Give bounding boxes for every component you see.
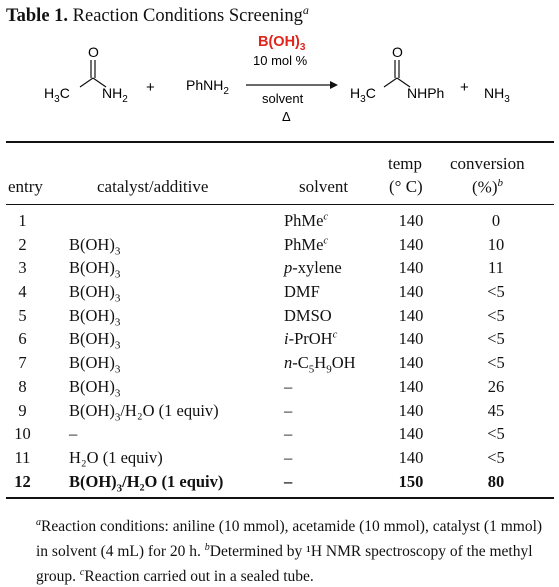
- catalyst-label: $B(OH)_3$: [258, 34, 306, 53]
- table-footnotes: [6, 512, 554, 587]
- cell-solvent: DMF: [284, 282, 320, 302]
- header-temp-unit: (° C): [389, 177, 423, 196]
- product-amide-nitrogen: NHPh: [407, 85, 445, 101]
- product-oxygen: O: [392, 44, 403, 60]
- cell-solvent: –: [284, 471, 293, 491]
- solvent-label: solvent: [262, 91, 304, 106]
- header-temp: temp: [388, 154, 422, 173]
- cell-entry: 12: [14, 471, 31, 491]
- table-row: [0, 256, 559, 280]
- footnote-c: Reaction carried out in a sealed tube.: [84, 568, 314, 586]
- footnote-a: $^a$Reaction conditions: aniline (10 mmol), acetamide (10 mmol), catalyst (1 mmol) in solvent (4 mL) for 20 h. $^b$Determined by ¹H NMR spectroscopy of the methyl group. $^c$Reaction carried out in a sealed tube.: [36, 517, 543, 586]
- cell-solvent: p-xylene: [284, 258, 342, 278]
- reactant-methyl: $H_3C$: [44, 85, 70, 105]
- table-row: [0, 280, 559, 304]
- cell-temp: 140: [398, 447, 424, 467]
- cell-conversion: <5: [487, 353, 505, 373]
- cell-entry: 7: [18, 353, 27, 373]
- cell-solvent: –: [284, 400, 293, 420]
- cell-solvent: i-PrOH$^c$: [284, 329, 338, 349]
- aniline-reagent: PhNH$_2$: [186, 77, 229, 97]
- cell-conversion: 0: [491, 211, 501, 230]
- cell-catalyst: $B(OH)_3$: [69, 353, 121, 376]
- cell-entry: 6: [18, 329, 27, 349]
- cell-conversion: <5: [487, 282, 505, 302]
- table-label: Table 1.: [6, 6, 69, 27]
- header-conversion-unit: (%)$^b$: [472, 177, 503, 197]
- cell-temp: 140: [398, 234, 424, 254]
- heat-symbol: Δ: [282, 109, 291, 124]
- cell-solvent: DMSO: [284, 305, 332, 325]
- cell-entry: 9: [18, 400, 27, 420]
- cell-entry: 11: [14, 447, 31, 467]
- cell-entry: 1: [18, 211, 27, 230]
- plus-sign-2: +: [460, 79, 469, 96]
- cell-temp: 140: [398, 400, 424, 420]
- cell-entry: 2: [18, 234, 27, 254]
- table-row: [0, 399, 559, 423]
- cell-catalyst: H₂O (1 equiv): [69, 447, 163, 467]
- cell-conversion: <5: [487, 447, 505, 467]
- plus-sign: +: [146, 79, 155, 96]
- table-bottom-rule: [6, 497, 554, 499]
- table-row: [0, 304, 559, 328]
- cell-temp: 140: [398, 329, 424, 349]
- cell-catalyst: $B(OH)_3$/H₂O (1 equiv): [69, 471, 224, 494]
- table-row: [0, 351, 559, 375]
- cell-catalyst: $B(OH)_3$: [69, 329, 121, 352]
- header-entry: entry: [8, 177, 43, 196]
- cell-conversion: 26: [487, 376, 505, 396]
- cell-solvent: –: [284, 424, 293, 444]
- cell-conversion: <5: [487, 424, 505, 444]
- cell-catalyst: $B(OH)_3$: [69, 376, 121, 400]
- reaction-scheme: [0, 28, 559, 138]
- cell-conversion: 80: [487, 471, 505, 491]
- table-row: [0, 209, 559, 233]
- cell-catalyst: $B(OH)_3$: [69, 305, 121, 329]
- cell-entry: 10: [14, 424, 31, 444]
- cell-conversion: <5: [487, 305, 505, 325]
- cell-temp: 140: [398, 211, 424, 230]
- cell-catalyst: $B(OH)_3$: [69, 234, 121, 257]
- cell-entry: 8: [18, 376, 27, 396]
- table-row: [0, 233, 559, 257]
- table-title-text: Reaction Conditions Screening: [72, 6, 303, 27]
- ammonia-byproduct: $NH_3$: [484, 85, 510, 105]
- cell-catalyst: $B(OH)_3$: [69, 282, 121, 305]
- footnote-c-mark: c: [79, 567, 85, 579]
- arrow-head: [330, 81, 338, 89]
- cell-solvent: –: [284, 376, 293, 396]
- reactant-amine: $NH_2$: [102, 85, 128, 105]
- table-top-rule: [6, 141, 554, 143]
- header-catalyst: catalyst/additive: [97, 177, 209, 196]
- footnote-b: Determined by ¹H NMR spectroscopy of the methyl group.: [36, 543, 533, 586]
- cell-temp: 140: [398, 305, 424, 325]
- cell-solvent: PhMe$^c$: [284, 234, 329, 254]
- product-methyl: $H_3C$: [350, 85, 376, 105]
- table-header-rule: [6, 204, 554, 205]
- cell-solvent: –: [284, 447, 293, 467]
- cell-temp: 150: [398, 471, 424, 491]
- reactant-oxygen: O: [88, 44, 99, 60]
- cell-catalyst: $B(OH)_3$: [69, 258, 121, 281]
- table-row: [0, 422, 559, 446]
- catalyst-loading: 10 mol %: [253, 53, 308, 68]
- product-structure: [350, 44, 444, 105]
- cell-conversion: 11: [488, 258, 504, 278]
- title-footnote-mark: a: [302, 3, 309, 17]
- table-row: [0, 327, 559, 351]
- data-table-body: [0, 209, 559, 493]
- cell-solvent: PhMe$^c$: [284, 211, 329, 230]
- cell-temp: 140: [398, 424, 424, 444]
- cell-temp: 140: [398, 282, 424, 302]
- cell-conversion: 45: [487, 400, 505, 420]
- cell-solvent: $n-C_5H_9OH$: [284, 353, 356, 376]
- cell-temp: 140: [398, 258, 424, 278]
- table-row: [0, 446, 559, 470]
- header-conversion: conversion: [450, 154, 525, 173]
- table-row: [0, 375, 559, 399]
- cell-catalyst: $B(OH)_3$/H₂O (1 equiv): [69, 400, 219, 423]
- acetamide-structure: [44, 44, 128, 105]
- table-title: [6, 3, 309, 27]
- cell-conversion: <5: [487, 329, 505, 349]
- table-row: [0, 470, 559, 494]
- cell-temp: 140: [398, 353, 424, 373]
- cell-entry: 4: [18, 282, 27, 302]
- cell-entry: 5: [18, 305, 27, 325]
- header-solvent: solvent: [299, 177, 349, 196]
- cell-conversion: 10: [487, 234, 505, 254]
- cell-temp: 140: [398, 376, 424, 396]
- footnote-b-mark: b: [204, 542, 210, 554]
- cell-catalyst: –: [69, 424, 78, 444]
- cell-entry: 3: [18, 258, 27, 278]
